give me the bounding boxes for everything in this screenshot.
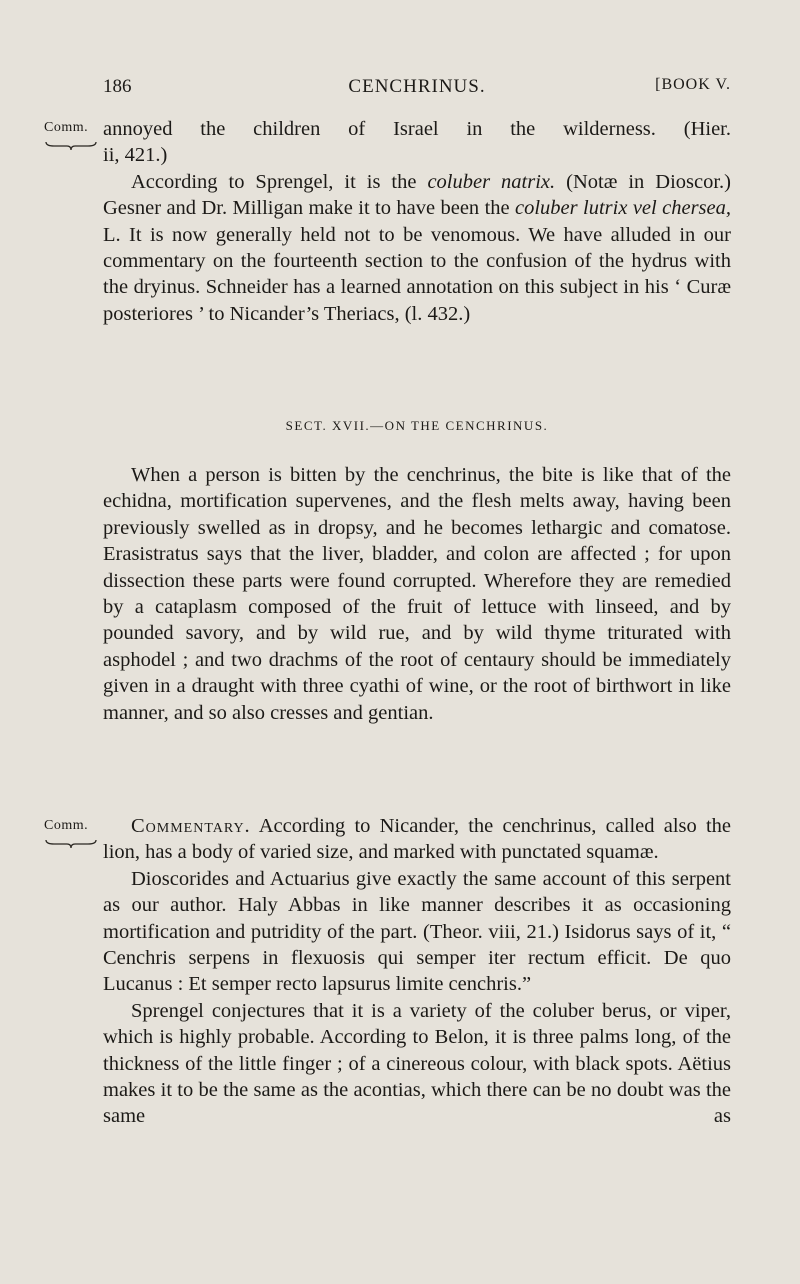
- paragraph-commentary: Commentary. According to Nicander, the cenchrinus, called also the lion, has a body of varied size, and marked with punctated squamæ.: [103, 815, 731, 864]
- paragraph-sprengel-conjecture: Sprengel conjectures that it is a variety of the coluber berus, or viper, which is highly probable. According to Belon, it is three palms long, of the thickness of the little finger ; of a cinereous colour, with black spots. Aëtius makes it to be the same as the acontias, which there can be no doubt was the same as: [103, 999, 731, 1128]
- margin-brace-icon: [44, 838, 98, 850]
- commentary-label: Commentary.: [131, 815, 251, 837]
- section-heading: SECT. XVII.—ON THE CENCHRINUS.: [285, 418, 549, 433]
- paragraph-sprengel: According to Sprengel, it is the coluber natrix. (Notæ in Dioscor.) Gesner and Dr. Milligan make it to have been the coluber lutrix vel chersea, L. It is now generally held not to be venomous. We have alluded in our commentary on the fourteenth section to the confusion of the hydrus with the dryinus. Schneider has a learned annotation on this subject in his ‘ Curæ posteriores ’ to Nicander’s Theriacs, (l. 432.): [103, 170, 732, 325]
- running-title: CENCHRINUS.: [348, 76, 486, 97]
- commentary-continuation: [103, 116, 731, 327]
- book-label: [BOOK V.: [655, 76, 731, 93]
- paragraph-cenchrinus: When a person is bitten by the cenchrinus, the bite is like that of the echidna, mortification supervenes, and the flesh melts away, having been previously swelled as in dropsy, and he becomes lethargic and comatose. Erasistratus says that the liver, bladder, and colon are affected ; for upon dissection these parts were found corrupted. Wherefore they are remedied by a cataplasm composed of the fruit of lettuce with linseed, and by pounded savory, and by wild rue, and by wild thyme triturated with asphodel ; and two drachms of the root of centaury should be immediately given in a draught with three cyathi of wine, or the root of birthwort in like manner, and so also cresses and gentian.: [103, 464, 731, 724]
- page-number: 186: [103, 76, 132, 97]
- margin-note-comm-1: Comm.: [44, 120, 89, 135]
- text-line: annoyed the children of Israel in the wilderness. (Hier.: [103, 118, 731, 140]
- paragraph-dioscorides: Dioscorides and Actuarius give exactly the same account of this serpent as our author. Haly Abbas in like manner describes it as occasioning mortification and putridity of the part. (Theor. viii, 21.) Isidorus says of it, “ Cenchris serpens in flexuosis qui semper iter rectum efficit. De quo Lucanus : Et semper recto lapsurus limite cenchris.”: [103, 867, 731, 996]
- commentary-text: [103, 813, 731, 1130]
- section-text: [103, 462, 731, 726]
- margin-brace-icon: [44, 140, 98, 152]
- margin-note-comm-2: Comm.: [44, 818, 89, 833]
- running-header: [103, 72, 731, 104]
- text-line: ii, 421.): [103, 144, 168, 167]
